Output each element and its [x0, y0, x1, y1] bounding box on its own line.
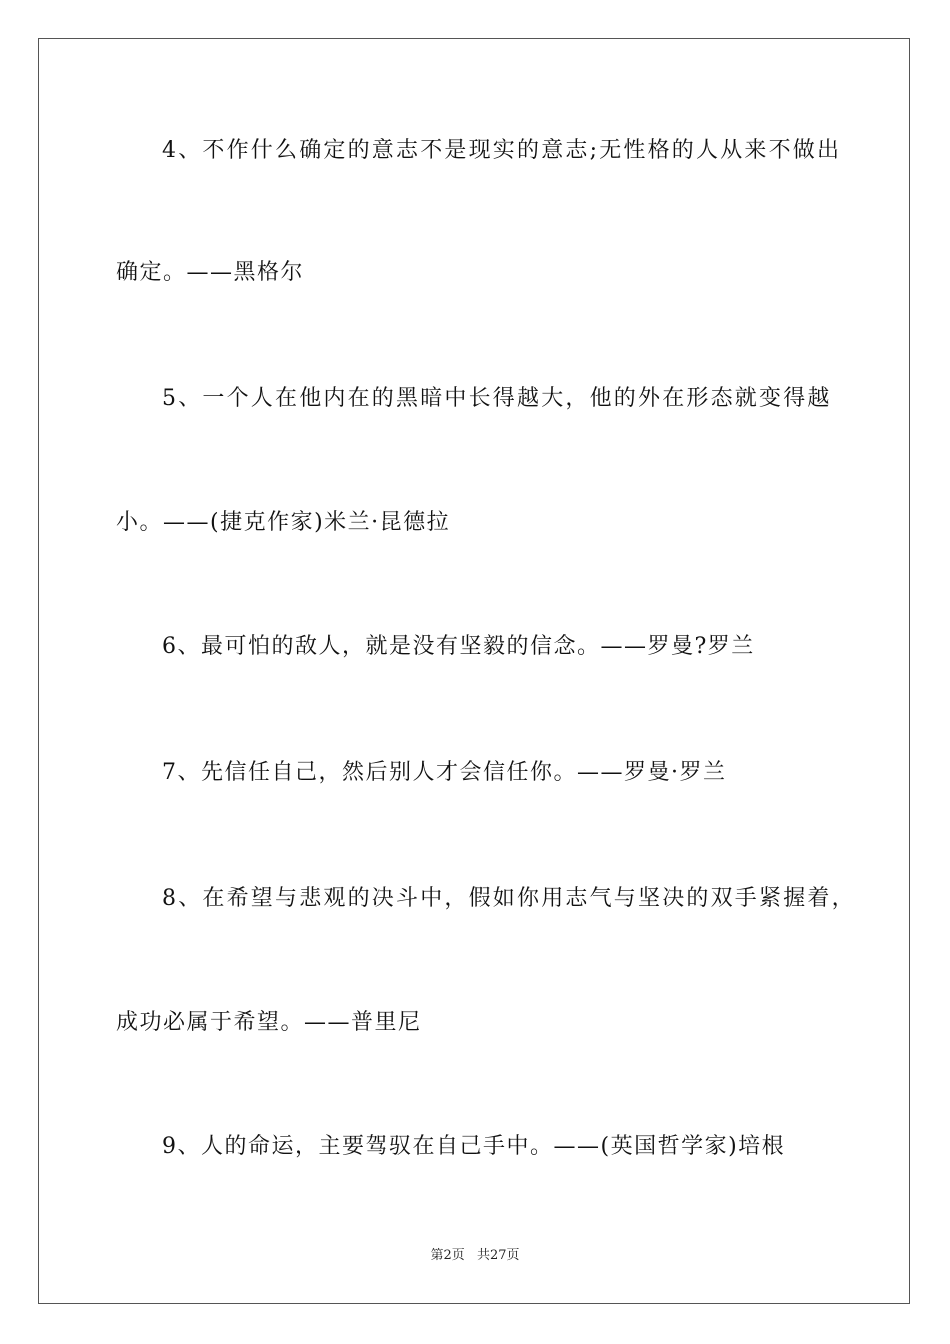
page-number: 第2页 — [430, 1248, 465, 1263]
quote-8-line-2: 成功必属于希望。——普里尼 — [116, 1010, 422, 1035]
quote-6-line-1: 6、最可怕的敌人，就是没有坚毅的信念。——罗曼?罗兰 — [162, 634, 755, 659]
quote-5-line-2: 小。——(捷克作家)米兰·昆德拉 — [116, 510, 451, 535]
page-border — [38, 38, 910, 1304]
quote-9-line-1: 9、人的命运，主要驾驭在自己手中。——(英国哲学家)培根 — [162, 1134, 786, 1159]
quote-8-line-1: 8、在希望与悲观的决斗中，假如你用志气与坚决的双手紧握着， — [162, 886, 856, 911]
quote-5-line-1: 5、一个人在他内在的黑暗中长得越大，他的外在形态就变得越 — [162, 386, 832, 411]
page-total: 共27页 — [476, 1248, 520, 1263]
quote-7-line-1: 7、先信任自己，然后别人才会信任你。——罗曼·罗兰 — [162, 760, 727, 785]
quote-4-line-2: 确定。——黑格尔 — [116, 260, 305, 285]
page-footer — [0, 1244, 950, 1263]
quote-4-line-1: 4、不作什么确定的意志不是现实的意志;无性格的人从来不做出 — [162, 138, 842, 163]
